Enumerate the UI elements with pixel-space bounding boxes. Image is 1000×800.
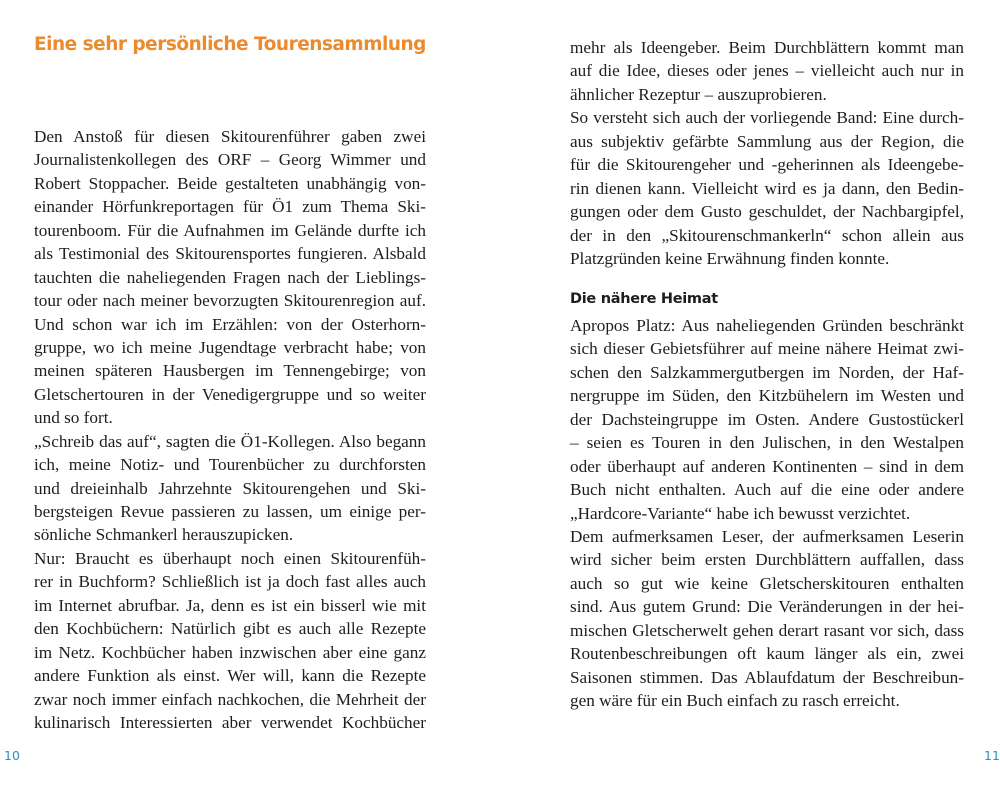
section-subheading: Die nähere Heimat: [570, 291, 718, 307]
text-line: Dem aufmerksamen Leser, der aufmerksamen Leserin: [570, 526, 964, 546]
text-line: rer in Buchform? Schließlich ist ja doch fast alles auch: [34, 572, 426, 592]
text-line: So versteht sich auch der vorliegende Band: Eine durch-: [570, 108, 964, 128]
text-line: im Netz. Kochbücher haben inzwischen aber eine ganz: [34, 642, 426, 662]
text-line: sich dieser Gebietsführer auf meine nähere Heimat zwi-: [570, 339, 964, 359]
text-line: einander Hörfunkreportagen für Ö1 zum Thema Ski-: [34, 197, 426, 217]
text-line: tauchten die naheliegenden Fragen nach der Lieblings-: [34, 267, 426, 287]
text-line: schen den Salzkammergutbergen im Norden, der Haf-: [570, 362, 964, 382]
text-line: nergruppe im Süden, den Kitzbühelern im Westen und: [570, 386, 964, 406]
text-line: auch so gut wie keine Gletscherskitouren enthalten: [570, 573, 964, 593]
text-line: auf die Idee, dieses oder jenes – vielleicht auch nur in: [570, 61, 964, 81]
text-line: wird sicher beim ersten Durchblättern auffallen, dass: [570, 550, 964, 570]
right-body-text-top: [570, 36, 964, 270]
text-line: tourenboom. Für die Aufnahmen im Gelände durfte ich: [34, 220, 426, 240]
text-line: andere Funktion als einst. Wer will, kann die Rezepte: [34, 666, 426, 686]
text-line: und dreieinhalb Jahrzehnte Skitourengehen und Ski-: [34, 478, 426, 498]
text-line: meinen späteren Hausbergen im Tennengebirge; von: [34, 361, 426, 381]
text-line: Platzgründen keine Erwähnung finden konnte.: [570, 248, 890, 268]
page-number-left: 10: [4, 748, 20, 763]
text-line: Gletschertouren in der Venedigergruppe und so weiter: [34, 384, 426, 404]
text-line: „Schreib das auf“, sagten die Ö1-Kollegen. Also begann: [34, 431, 426, 451]
right-page: [500, 0, 1000, 800]
page-number-right: 11: [984, 748, 1000, 763]
text-line: als Testimonial des Skitourensportes fungieren. Alsbald: [34, 244, 426, 264]
left-body-text: [34, 125, 426, 734]
text-line: der Dachsteingruppe im Osten. Andere Gustostückerl: [570, 409, 964, 429]
text-line: oder überhaupt auf anderen Kontinenten – sind in dem: [570, 456, 964, 476]
text-line: sönliche Schmankerl herauszupicken.: [34, 525, 294, 545]
text-line: kulinarisch Interessierten aber verwendet Kochbücher: [34, 712, 426, 732]
right-body-text-bottom: [570, 314, 964, 712]
text-line: Den Anstoß für diesen Skitourenführer gaben zwei: [34, 127, 426, 146]
text-line: Nur: Braucht es überhaupt noch einen Skitourenfüh-: [34, 548, 426, 568]
text-line: Saisonen stimmen. Das Ablaufdatum der Beschreibun-: [570, 667, 964, 687]
text-line: aus subjektiv gefärbte Sammlung aus der Region, die: [570, 131, 964, 151]
text-line: gen wäre für ein Buch einfach zu rasch erreicht.: [570, 691, 900, 710]
text-line: bergsteigen Revue passieren zu lassen, um einige per-: [34, 502, 426, 521]
text-line: der in den „Skitourenschmankerln“ schon allein aus: [570, 225, 964, 245]
text-line: tour oder nach meiner bevorzugten Skitourenregion auf.: [34, 291, 426, 311]
text-line: sind. Aus gutem Grund: Die Veränderungen in der hei-: [570, 597, 964, 617]
text-line: mehr als Ideengeber. Beim Durchblättern kommt man: [570, 38, 964, 57]
text-line: zwar noch immer einfach nachkochen, die Mehrheit der: [34, 689, 426, 709]
text-line: den Kochbüchern: Natürlich gibt es auch alle Rezepte: [34, 619, 426, 639]
text-line: Journalistenkollegen des ORF – Georg Wimmer und: [34, 150, 426, 170]
text-line: Und schon war ich im Erzählen: von der Osterhorn-: [34, 314, 426, 334]
text-line: mischen Gletscherwelt gehen derart rasant vor sich, dass: [570, 620, 964, 640]
text-line: „Hardcore-Variante“ habe ich bewusst verzichtet.: [570, 503, 911, 523]
text-line: ich, meine Notiz- und Tourenbücher zu durchforsten: [34, 455, 426, 475]
text-line: Routenbeschreibungen oft kaum länger als ein, zwei: [570, 644, 964, 664]
text-line: und so fort.: [34, 408, 113, 428]
text-line: im Internet abrufbar. Ja, denn es ist ein bisserl wie mit: [34, 595, 426, 615]
text-line: rin dienen kann. Vielleicht wird es ja dann, den Bedin-: [570, 178, 964, 198]
text-line: gungen oder dem Gusto geschuldet, der Nachbargipfel,: [570, 202, 964, 222]
text-line: Apropos Platz: Aus naheliegenden Gründen beschränkt: [570, 316, 964, 335]
chapter-heading: Eine sehr persönliche Tourensammlung: [34, 34, 426, 55]
text-line: für die Skitourengeher und -geherinnen als Ideengebe-: [570, 155, 964, 175]
text-line: – seien es Touren in den Julischen, in den Westalpen: [570, 433, 964, 453]
text-line: ähnlicher Rezeptur – auszuprobieren.: [570, 84, 827, 104]
text-line: Buch nicht enthalten. Auch auf die eine oder andere: [570, 480, 964, 500]
text-line: Robert Stoppacher. Beide gestalteten unabhängig von-: [34, 173, 426, 193]
text-line: gruppe, wo ich meine Jugendtage verbracht habe; von: [34, 337, 426, 357]
